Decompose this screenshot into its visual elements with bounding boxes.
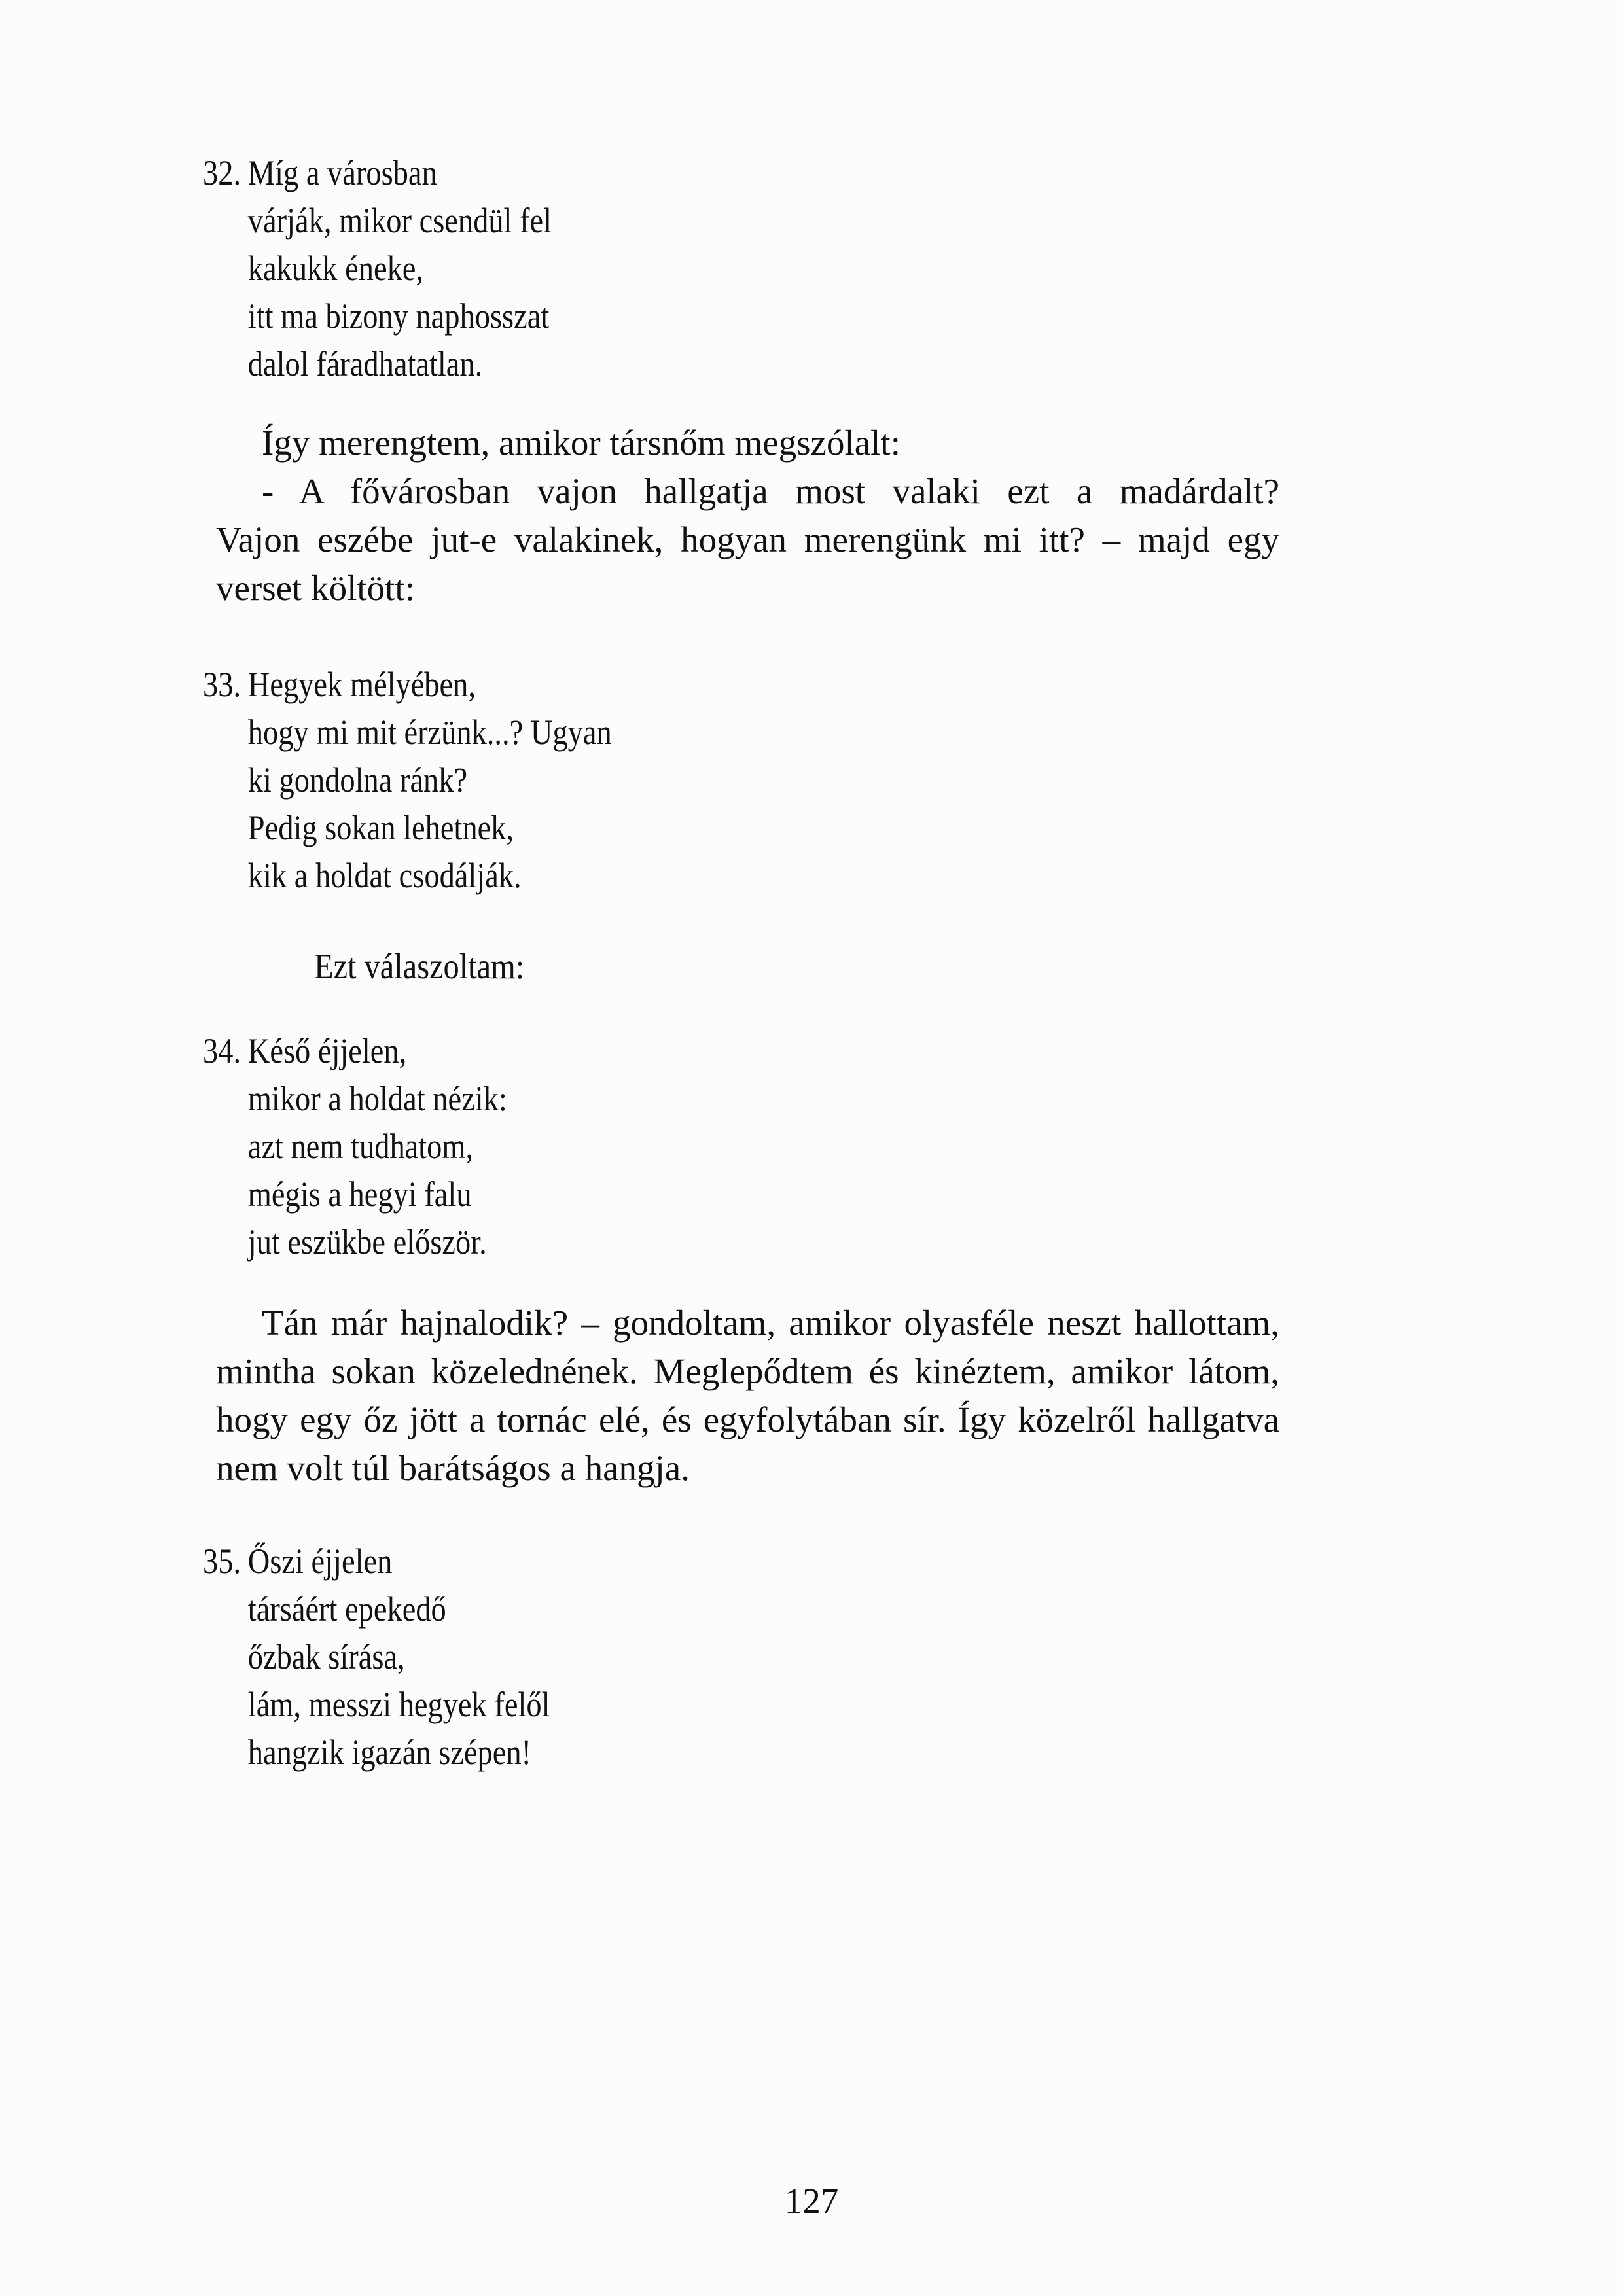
verse-line: mikor a holdat nézik:	[247, 1079, 507, 1118]
verse-line: várják, mikor csendül fel	[247, 201, 552, 240]
verse-line: 33. Hegyek mélyében,	[203, 661, 612, 709]
verse-line: 32. Míg a városban	[203, 149, 552, 197]
verse-number: 34.	[203, 1031, 241, 1070]
verse-number: 35.	[203, 1542, 241, 1581]
verse-number: 32.	[203, 153, 241, 192]
verse-line: hangzik igazán szépen!	[247, 1733, 532, 1772]
verse-line: dalol fáradhatatlan.	[247, 344, 483, 383]
verse-line: mégis a hegyi falu	[247, 1174, 472, 1214]
verse-line: 35. Őszi éjjelen	[203, 1538, 550, 1585]
verse-line: jut eszükbe először.	[247, 1222, 487, 1262]
verse-line: társáért epekedő	[247, 1589, 446, 1629]
verse-line: kakukk éneke,	[247, 249, 424, 288]
verse-line: 34. Késő éjjelen,	[203, 1027, 507, 1075]
prose-paragraph-2	[216, 1299, 1279, 1492]
verse-34	[203, 1027, 507, 1266]
page-number: 127	[784, 2181, 839, 2221]
verse-line: kik a holdat csodálják.	[247, 856, 522, 895]
verse-line: hogy mi mit érzünk...? Ugyan	[247, 713, 612, 752]
verse-line: Pedig sokan lehetnek,	[247, 808, 514, 847]
prose-paragraph-text: Tán már hajnalodik? – gondoltam, amikor olyasféle neszt hallottam, mintha sokan közelednének. Meglepődtem és kinéztem, amikor látom, hogy egy őz jött a tornác elé, és egyfolytában sír. Így közelről hallgatva nem volt túl barátságos a hangja.	[216, 1303, 1279, 1488]
prose-line: Vajon eszébe jut-e valakinek, hogyan merengünk mi itt? – majd egy	[216, 520, 1279, 559]
verse-line: azt nem tudhatom,	[247, 1127, 474, 1166]
verse-line: őzbak sírása,	[247, 1637, 405, 1676]
prose-paragraph-1	[216, 419, 1279, 612]
verse-line: itt ma bizony naphosszat	[247, 296, 550, 336]
verse-32	[203, 149, 552, 388]
prose-line: - A fővárosban vajon hallgatja most valaki ezt a madárdalt?	[262, 471, 1279, 511]
verse-number: 33.	[203, 665, 241, 704]
prose-line: Így merengtem, amikor társnőm megszólalt:	[262, 423, 901, 463]
prose-line: verset költött:	[216, 568, 415, 608]
verse-33	[203, 661, 612, 900]
verse-line: lám, messzi hegyek felől	[247, 1685, 550, 1724]
reply-line: Ezt válaszoltam:	[314, 946, 525, 986]
verse-35	[203, 1538, 550, 1776]
verse-line: ki gondolna ránk?	[247, 760, 468, 800]
